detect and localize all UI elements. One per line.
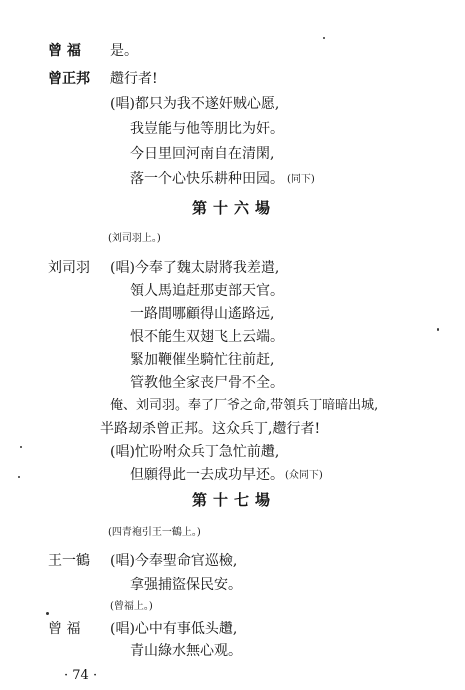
verse-line-19: (唱)心中有事低头趲, (110, 621, 238, 637)
page-number: · 74 · (64, 668, 98, 683)
print-speck-top-right (323, 37, 325, 39)
scene-heading-17: 第十七場 (192, 491, 277, 509)
print-speck-bottom-left (46, 612, 49, 615)
prose-line-14: 半路刼杀曾正邦。这众兵丁,趱行者! (100, 421, 321, 437)
verse-line-8: 領人馬追赶那吏部天官。 (130, 283, 284, 299)
verse-line-6: 落一个心快乐耕种田园。 (130, 171, 284, 187)
stage-direction-wang-enters: (四青袍引王一鶴上。) (108, 527, 201, 538)
verse-line-7: (唱)今奉了魏太尉將我差遣, (110, 260, 280, 276)
stage-direction-exit-2: (众同下) (285, 470, 323, 481)
verse-line-17: (唱)今奉聖命官巡檢, (110, 553, 238, 569)
print-speck-left-1 (20, 446, 22, 448)
verse-line-3: (唱)都只为我不遂奸贼心愿, (110, 96, 280, 112)
stage-direction-exit-1: (同下) (287, 174, 315, 185)
verse-line-5: 今日里回河南自在清閑, (130, 146, 275, 162)
verse-line-15: (唱)忙吩咐众兵丁急忙前趲, (110, 444, 280, 460)
prose-line-13: 俺、刘司羽。奉了厂爷之命,带領兵丁暗暗出城, (110, 398, 379, 413)
speaker-zeng-fu-1: 曾 福 (48, 43, 81, 59)
verse-line-16: 但願得此一去成功早还。 (130, 467, 284, 483)
print-speck-left-2 (18, 476, 20, 478)
print-speck-right (437, 328, 439, 331)
speaker-liu-siyu: 刘司羽 (48, 260, 90, 276)
speaker-zeng-zhengbang: 曾正邦 (48, 71, 90, 87)
verse-line-20: 青山綠水無心观。 (130, 643, 242, 659)
speaker-wang-yihe: 王一鶴 (48, 553, 90, 569)
verse-line-12: 管教他全家丧尸骨不全。 (130, 375, 284, 391)
speaker-zeng-fu-2: 曾 福 (48, 621, 81, 637)
dialogue-line-1: 是。 (110, 43, 138, 59)
dialogue-line-2: 趱行者! (110, 71, 158, 87)
stage-direction-zeng-enters: (曾福上。) (110, 601, 153, 612)
verse-line-10: 恨不能生双翅飞上云端。 (130, 329, 284, 345)
stage-direction-liu-enters: (刘司羽上。) (108, 233, 161, 244)
verse-line-18: 拿强捕盜保民安。 (130, 577, 242, 593)
verse-line-4: 我豈能与他等朋比为奸。 (130, 121, 284, 137)
verse-line-11: 緊加鞭催坐騎忙往前赶, (130, 352, 275, 368)
scene-heading-16: 第十六場 (192, 199, 277, 217)
verse-line-9: 一路間哪顧得山遙路远, (130, 306, 275, 322)
